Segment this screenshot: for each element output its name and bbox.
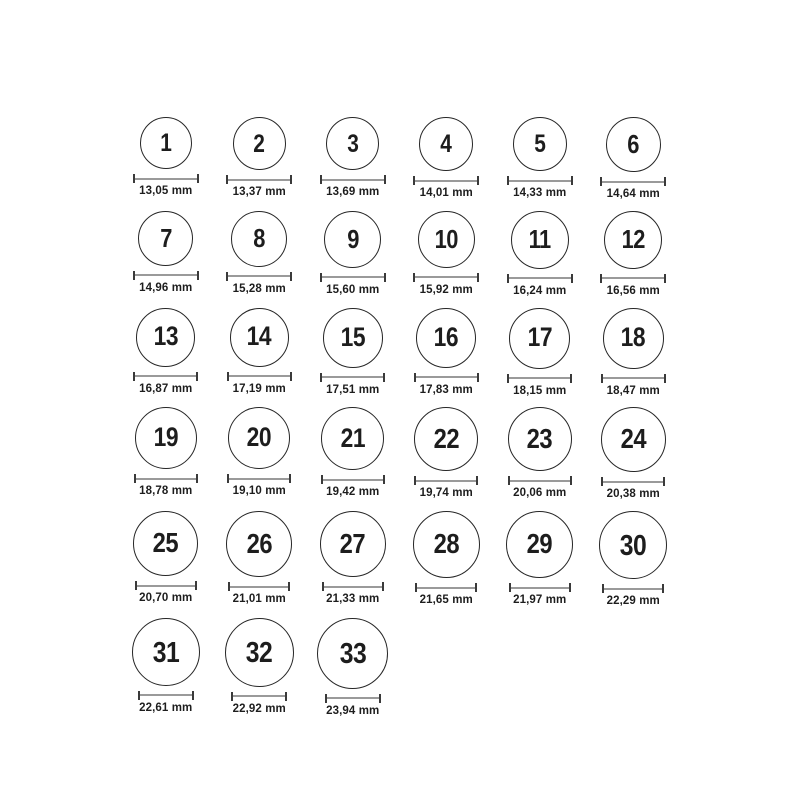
ring-size-item (119, 308, 213, 399)
diameter-label: 20,06 mm (513, 486, 567, 500)
dimension-bar (416, 480, 476, 482)
ring-circle (509, 308, 570, 369)
ring-size-item (306, 407, 400, 502)
dimension-right-tick (290, 272, 292, 281)
diameter-label: 22,92 mm (232, 702, 286, 716)
ring-size-chart (119, 117, 681, 728)
diameter-dimension-line (508, 476, 572, 485)
diameter-label: 15,60 mm (326, 283, 380, 297)
diameter-dimension-line (231, 692, 287, 701)
diameter-dimension-line (602, 584, 664, 593)
dimension-bar (322, 276, 384, 278)
ring-circle (413, 511, 480, 578)
diameter-dimension-line (507, 274, 573, 283)
dimension-bar (230, 586, 288, 588)
dimension-right-tick (290, 175, 292, 184)
diameter-dimension-line (133, 271, 199, 280)
ring-size-number: 8 (253, 223, 266, 253)
dimension-bar (602, 277, 664, 279)
diameter-dimension-line (601, 477, 665, 486)
dimension-right-tick (663, 477, 665, 486)
diameter-dimension-line (322, 582, 384, 591)
dimension-bar (140, 694, 192, 696)
ring-size-number: 12 (621, 224, 645, 254)
dimension-bar (510, 480, 570, 482)
ring-size-number: 7 (159, 223, 172, 253)
ring-circle (323, 308, 383, 368)
ring-size-item (119, 407, 213, 502)
dimension-right-tick (664, 374, 666, 383)
diameter-dimension-line (138, 691, 194, 700)
dimension-bar (603, 481, 663, 483)
ring-size-item (493, 117, 587, 202)
dimension-bar (602, 181, 664, 183)
diameter-label: 15,28 mm (232, 282, 286, 296)
diameter-label: 14,33 mm (513, 186, 567, 200)
dimension-bar (604, 588, 662, 590)
ring-circle (601, 407, 666, 472)
diameter-label: 15,92 mm (419, 283, 473, 297)
diameter-dimension-line (507, 374, 572, 383)
ring-size-item (493, 511, 587, 609)
diameter-dimension-line (133, 174, 199, 183)
ring-size-item (119, 618, 213, 719)
ring-row (119, 511, 681, 609)
dimension-right-tick (196, 372, 198, 381)
dimension-bar (324, 586, 382, 588)
diameter-label: 14,64 mm (606, 187, 660, 201)
diameter-dimension-line (507, 176, 573, 185)
ring-circle (511, 211, 569, 269)
ring-size-number: 24 (620, 423, 646, 456)
dimension-bar (417, 587, 475, 589)
ring-circle (138, 211, 193, 266)
dimension-right-tick (197, 174, 199, 183)
diameter-label: 13,69 mm (326, 185, 380, 199)
diameter-dimension-line (414, 476, 478, 485)
dimension-right-tick (290, 372, 292, 381)
ring-circle (320, 511, 386, 577)
ring-size-number: 15 (340, 321, 365, 353)
dimension-right-tick (384, 273, 386, 282)
ring-size-item (400, 211, 494, 299)
diameter-label: 14,96 mm (139, 281, 193, 295)
diameter-label: 21,65 mm (419, 593, 473, 607)
ring-circle (321, 407, 384, 470)
diameter-label: 21,33 mm (326, 592, 380, 606)
ring-row (119, 308, 681, 399)
ring-size-item (400, 407, 494, 502)
ring-size-item (587, 308, 681, 399)
diameter-label: 20,38 mm (606, 487, 660, 501)
ring-size-item (119, 117, 213, 202)
ring-circle (132, 618, 200, 686)
ring-size-item (119, 511, 213, 609)
diameter-label: 22,61 mm (139, 701, 193, 715)
ring-circle (317, 618, 388, 689)
ring-size-item (213, 618, 307, 719)
ring-circle (324, 211, 381, 268)
ring-circle (233, 117, 286, 170)
diameter-label: 19,74 mm (419, 486, 473, 500)
ring-size-number: 27 (340, 527, 366, 560)
ring-size-number: 26 (246, 527, 272, 560)
ring-circle (513, 117, 567, 171)
dimension-bar (228, 179, 290, 181)
dimension-right-tick (383, 475, 385, 484)
diameter-label: 16,56 mm (606, 284, 660, 298)
diameter-dimension-line (133, 372, 198, 381)
ring-row (119, 407, 681, 502)
diameter-dimension-line (320, 273, 386, 282)
diameter-label: 17,51 mm (326, 383, 380, 397)
diameter-label: 18,47 mm (606, 384, 660, 398)
diameter-dimension-line (601, 374, 666, 383)
ring-size-number: 21 (340, 423, 365, 454)
dimension-right-tick (664, 177, 666, 186)
diameter-dimension-line (320, 373, 385, 382)
ring-size-number: 9 (346, 224, 359, 254)
ring-size-number: 23 (527, 423, 553, 455)
ring-circle (419, 117, 473, 171)
ring-size-number: 14 (247, 321, 272, 352)
dimension-bar (327, 697, 379, 699)
ring-size-number: 29 (527, 528, 553, 560)
dimension-right-tick (196, 474, 198, 483)
dimension-right-tick (571, 274, 573, 283)
dimension-right-tick (570, 476, 572, 485)
diameter-dimension-line (509, 583, 571, 592)
dimension-right-tick (662, 584, 664, 593)
diameter-dimension-line (227, 474, 291, 483)
ring-size-number: 2 (253, 128, 265, 157)
diameter-label: 22,29 mm (606, 594, 660, 608)
ring-circle (416, 308, 476, 368)
ring-circle (599, 511, 667, 579)
ring-size-number: 6 (627, 129, 640, 159)
diameter-label: 17,83 mm (419, 383, 473, 397)
ring-size-number: 22 (433, 423, 459, 455)
ring-circle (508, 407, 572, 471)
ring-circle (230, 308, 289, 367)
dimension-bar (509, 377, 570, 379)
ring-size-item (400, 308, 494, 399)
ring-size-number: 28 (433, 528, 459, 560)
dimension-bar (416, 376, 477, 378)
dimension-bar (603, 377, 664, 379)
diameter-label: 17,19 mm (232, 382, 286, 396)
diameter-label: 16,87 mm (139, 382, 193, 396)
dimension-bar (137, 585, 195, 587)
ring-size-item (587, 511, 681, 609)
dimension-bar (415, 180, 477, 182)
ring-size-number: 3 (347, 128, 359, 157)
ring-size-number: 5 (534, 129, 546, 158)
ring-size-item (213, 511, 307, 609)
ring-circle (326, 117, 379, 170)
dimension-right-tick (195, 581, 197, 590)
dimension-right-tick (382, 582, 384, 591)
dimension-right-tick (285, 692, 287, 701)
ring-size-number: 33 (339, 636, 367, 671)
ring-size-number: 30 (619, 528, 647, 562)
dimension-right-tick (289, 474, 291, 483)
dimension-right-tick (384, 175, 386, 184)
ring-size-item (213, 407, 307, 502)
diameter-dimension-line (600, 177, 666, 186)
diameter-dimension-line (415, 583, 477, 592)
dimension-bar (135, 375, 196, 377)
ring-size-number: 11 (528, 224, 551, 254)
ring-size-item (493, 308, 587, 399)
ring-size-item (400, 511, 494, 609)
ring-circle (225, 618, 294, 687)
ring-size-number: 17 (527, 322, 552, 353)
diameter-dimension-line (227, 372, 292, 381)
dimension-bar (323, 479, 383, 481)
diameter-label: 19,10 mm (232, 484, 286, 498)
ring-size-number: 32 (245, 635, 273, 670)
ring-size-item (493, 407, 587, 502)
ring-size-number: 16 (434, 321, 459, 353)
dimension-right-tick (383, 373, 385, 382)
ring-circle (414, 407, 478, 471)
dimension-bar (229, 478, 289, 480)
dimension-right-tick (477, 273, 479, 282)
ring-size-number: 1 (160, 128, 172, 157)
ring-circle (418, 211, 475, 268)
ring-circle (606, 117, 661, 172)
ring-size-item (493, 211, 587, 299)
ring-size-number: 13 (153, 321, 178, 352)
ring-circle (231, 211, 287, 267)
ring-size-item (213, 211, 307, 299)
diameter-label: 13,05 mm (139, 184, 193, 198)
diameter-dimension-line (325, 694, 381, 703)
dimension-bar (322, 376, 383, 378)
dimension-right-tick (288, 582, 290, 591)
ring-size-item (587, 117, 681, 202)
diameter-label: 20,70 mm (139, 591, 193, 605)
ring-size-number: 25 (153, 527, 179, 559)
diameter-dimension-line (413, 176, 479, 185)
diameter-label: 18,15 mm (513, 384, 567, 398)
ring-size-number: 10 (434, 224, 458, 254)
ring-circle (226, 511, 292, 577)
ring-size-item (213, 117, 307, 202)
ring-circle (135, 407, 197, 469)
dimension-bar (511, 587, 569, 589)
dimension-bar (135, 274, 197, 276)
dimension-bar (228, 275, 290, 277)
ring-circle (604, 211, 662, 269)
diameter-label: 16,24 mm (513, 284, 567, 298)
ring-circle (133, 511, 198, 576)
diameter-dimension-line (135, 581, 197, 590)
dimension-right-tick (192, 691, 194, 700)
diameter-dimension-line (226, 175, 292, 184)
diameter-label: 23,94 mm (326, 704, 380, 718)
ring-row (119, 211, 681, 299)
ring-size-item (306, 511, 400, 609)
dimension-bar (415, 276, 477, 278)
dimension-right-tick (570, 374, 572, 383)
dimension-bar (229, 375, 290, 377)
diameter-dimension-line (226, 272, 292, 281)
diameter-label: 13,37 mm (232, 185, 286, 199)
dimension-right-tick (197, 271, 199, 280)
diameter-label: 14,01 mm (419, 186, 473, 200)
diameter-dimension-line (320, 175, 386, 184)
ring-row (119, 117, 681, 202)
ring-circle (140, 117, 192, 169)
dimension-right-tick (664, 274, 666, 283)
dimension-right-tick (477, 176, 479, 185)
diameter-dimension-line (600, 274, 666, 283)
ring-size-item (587, 211, 681, 299)
ring-size-number: 31 (152, 635, 180, 669)
dimension-bar (136, 478, 196, 480)
dimension-right-tick (475, 583, 477, 592)
ring-circle (136, 308, 195, 367)
ring-size-item (119, 211, 213, 299)
ring-size-number: 19 (153, 422, 178, 453)
diameter-label: 21,01 mm (232, 592, 286, 606)
ring-size-item (306, 618, 400, 719)
diameter-label: 19,42 mm (326, 485, 380, 499)
dimension-right-tick (569, 583, 571, 592)
ring-size-number: 18 (621, 322, 646, 353)
diameter-dimension-line (134, 474, 198, 483)
dimension-right-tick (477, 373, 479, 382)
ring-size-number: 20 (247, 422, 272, 453)
ring-size-item (587, 407, 681, 502)
diameter-dimension-line (321, 475, 385, 484)
ring-size-item (213, 308, 307, 399)
ring-size-item (400, 117, 494, 202)
diameter-label: 21,97 mm (513, 593, 567, 607)
dimension-bar (135, 178, 197, 180)
ring-size-number: 4 (440, 129, 452, 158)
diameter-dimension-line (414, 373, 479, 382)
dimension-bar (509, 277, 571, 279)
dimension-bar (233, 695, 285, 697)
diameter-label: 18,78 mm (139, 484, 193, 498)
ring-circle (603, 308, 664, 369)
diameter-dimension-line (413, 273, 479, 282)
dimension-bar (322, 179, 384, 181)
ring-circle (228, 407, 290, 469)
dimension-right-tick (571, 176, 573, 185)
ring-size-item (306, 308, 400, 399)
ring-row (119, 618, 681, 719)
dimension-bar (509, 180, 571, 182)
diameter-dimension-line (228, 582, 290, 591)
dimension-right-tick (476, 476, 478, 485)
ring-size-item (306, 211, 400, 299)
ring-circle (506, 511, 573, 578)
ring-size-item (306, 117, 400, 202)
dimension-right-tick (379, 694, 381, 703)
